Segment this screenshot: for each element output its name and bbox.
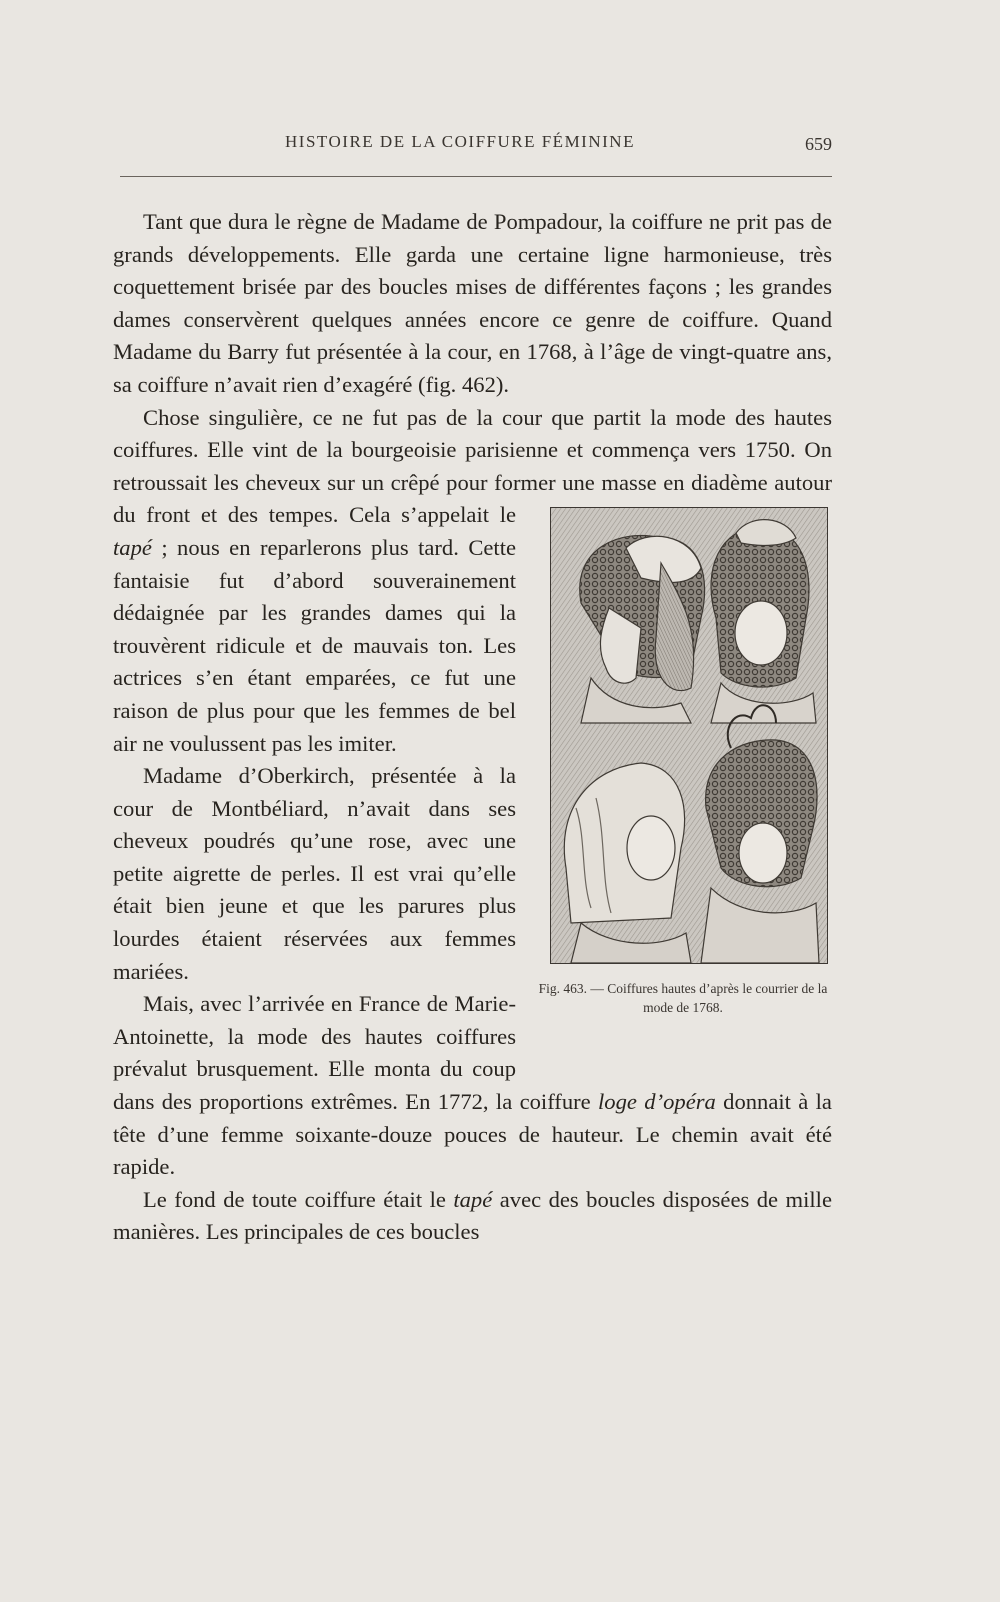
hairstyles-engraving [551,508,827,963]
loge-opera-term: loge d’opéra [598,1089,716,1115]
paragraph-4-lead: Mais, avec l’arrivée en France de Marie-Antoinette, la mode des hautes coiffures prévalut brusquement. Elle monta du coup dans des proportions extrêmes. En 1772, la coiffure [113,991,599,1115]
running-title: HISTOIRE DE LA COIFFURE FÉMININE [285,132,635,151]
paragraph-5 [113,1184,832,1249]
tape-term-1: tapé [113,534,152,560]
paragraph-5-lead: Le fond de toute coiffure était le [143,1186,454,1212]
paragraph-4-tail: donnait à la tête d’une femme soixante-douze pouces de hauteur. Le chemin avait été rapide. [113,1089,832,1180]
paragraph-2-tail: ; nous en reparlerons plus tard. Cette fantaisie fut d’abord souverainement dédaignée par les grandes dames qui la trouvèrent ridicule et de mauvais ton. Les actrices s’en étant emparées, ce fut une raison de plus pour que les femmes de bel air ne voulussent pas les imiter. [113,534,516,756]
body-text [113,206,832,1249]
paragraph-5-tail: avec des boucles disposées de mille manières. Les principales de ces boucles [113,1186,832,1245]
paragraph-3: Madame d’Oberkirch, présentée à la cour de Montbéliard, n’avait dans ses cheveux poudrés qu’une rose, avec une petite aigrette de perles. Il est vrai qu’elle était bien jeune et que les parures plus lourdes étaient réservées aux femmes mariées. [113,763,516,984]
paragraph-2-italic [113,535,152,560]
figure-463 [540,507,832,1055]
tape-term-2: tapé [453,1186,493,1212]
page-number: 659 [805,134,832,154]
page-header [120,132,832,160]
paragraph-1: Tant que dura le règne de Madame de Pompadour, la coiffure ne prit pas de grands développements. Elle garda une certaine ligne harmonieuse, très coquettement brisée par des boucles mises de différentes façons ; les grandes dames conservèrent quelques années encore ce genre de coiffure. Quand Madame du Barry fut présentée à la cour, en 1768, à l’âge de vingt-quatre ans, sa coiffure n’avait rien d’exagéré (fig. 462). [113,209,832,397]
paragraph-2-lead: Chose singulière, ce ne fut pas de la cour que partit la mode des hautes coiffures. Elle vint de la bourgeoisie parisienne et commença vers 1750. On retroussait les cheveux sur un crêpé pour former une masse en diadème autour du front et des tempes. Cela s’appelait le [113,404,832,528]
header-rule [120,176,832,177]
figure-caption: Fig. 463. — Coiffures hautes d’après le courrier de la mode de 1768. [538,981,828,1016]
engraving-frame [550,507,828,964]
